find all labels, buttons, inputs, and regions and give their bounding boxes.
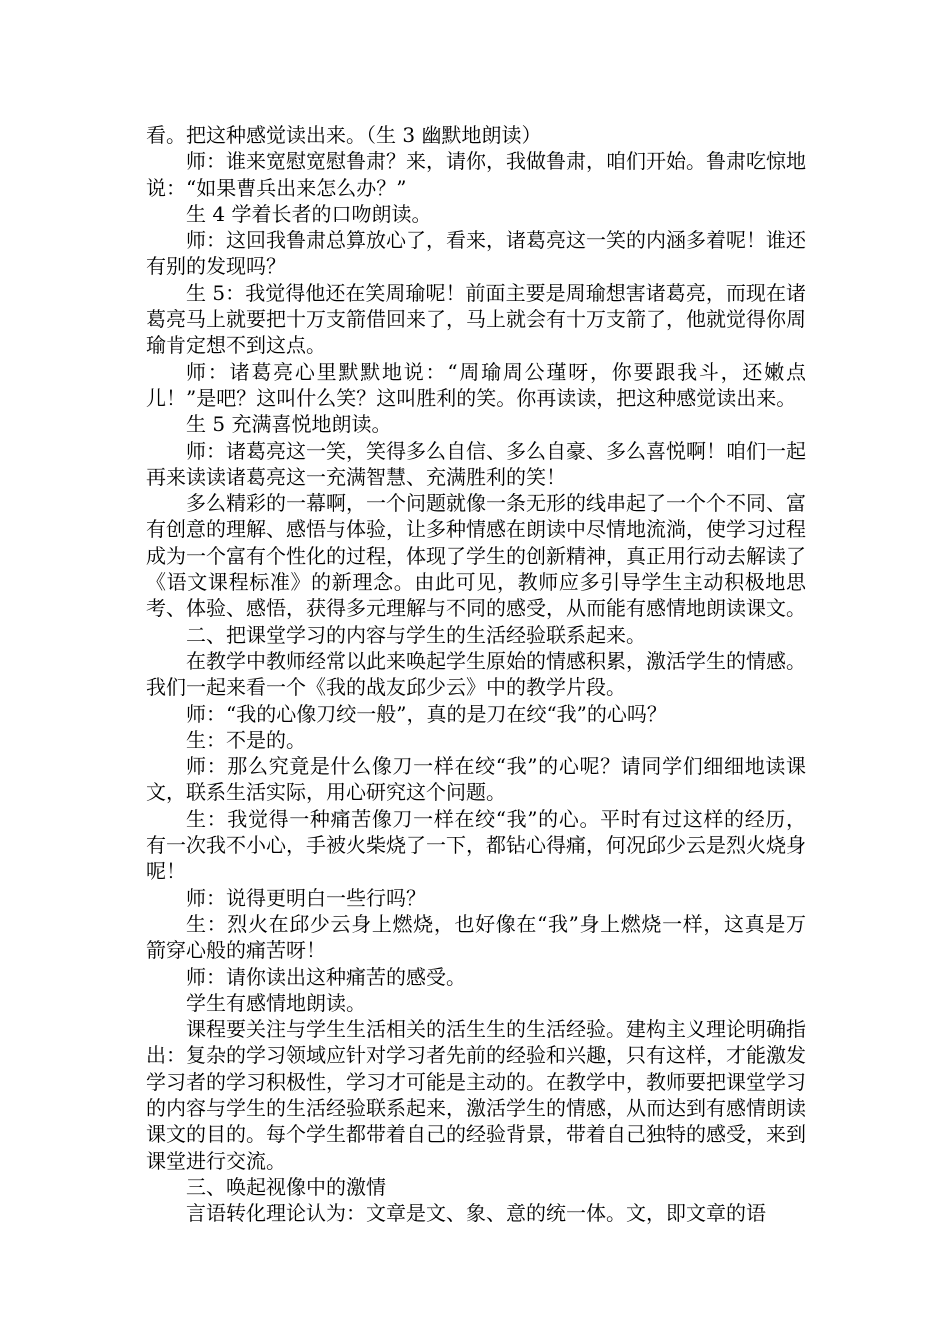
paragraph: 看。把这种感觉读出来。（生 3 幽默地朗读） — [146, 123, 542, 147]
paragraph: 言语转化理论认为：文章是文、象、意的统一体。文，即文章的语 — [186, 1201, 766, 1226]
paragraph: 生 5 充满喜悦地朗读。 — [186, 412, 392, 437]
paragraph: 师：谁来宽慰宽慰鲁肃？来，请你，我做鲁肃，咱们开始。鲁肃吃惊地说：“如果曹兵出来怎么办？” — [146, 149, 806, 200]
paragraph: 生：我觉得一种痛苦像刀一样在绞“我”的心。平时有过这样的经历，有一次我不小心，手被火柴烧了一下，都钻心得痛，何况邱少云是烈火烧身呢！ — [146, 806, 806, 884]
paragraph: 师：说得更明白一些行吗？ — [186, 885, 426, 910]
paragraph: 生 5：我觉得他还在笑周瑜呢！前面主要是周瑜想害诸葛亮，而现在诸葛亮马上就要把十万支箭借回来了，马上就会有十万支箭了，他就觉得你周瑜肯定想不到这点。 — [146, 280, 806, 358]
paragraph: 生：不是的。 — [186, 727, 306, 752]
paragraph: 生 4 学着长者的口吻朗读。 — [186, 201, 432, 226]
paragraph: 师：诸葛亮心里默默地说：“周瑜周公瑾呀，你要跟我斗，还嫩点儿！”是吧？这叫什么笑？这叫胜利的笑。你再读读，把这种感觉读出来。 — [146, 359, 806, 410]
paragraph: 课程要关注与学生生活相关的活生生的生活经验。建构主义理论明确指出：复杂的学习领域应针对学习者先前的经验和兴趣，只有这样，才能激发学习者的学习积极性，学习才可能是主动的。在教学中，教师要把课堂学习的内容与学生的生活经验联系起来，激活学生的情感，从而达到有感情朗读课文的目的。每个学生都带着自己的经验背景，带着自己独特的感受，来到课堂进行交流。 — [146, 1017, 806, 1173]
paragraph: 学生有感情地朗读。 — [186, 990, 366, 1015]
paragraph: 师：“我的心像刀绞一般”，真的是刀在绞“我”的心吗？ — [186, 701, 667, 726]
paragraph: 生：烈火在邱少云身上燃烧，也好像在“我”身上燃烧一样，这真是万箭穿心般的痛苦呀！ — [146, 911, 806, 963]
paragraph: 师：请你读出这种痛苦的感受。 — [186, 964, 466, 989]
paragraph: 在教学中教师经常以此来唤起学生原始的情感积累，激活学生的情感。我们一起来看一个《我的战友邱少云》中的教学片段。 — [146, 648, 806, 700]
paragraph: 师：这回我鲁肃总算放心了，看来，诸葛亮这一笑的内涵多着呢！谁还有别的发现吗？ — [146, 228, 806, 279]
section-heading: 三、唤起视像中的激情 — [186, 1174, 386, 1199]
paragraph: 师：那么究竟是什么像刀一样在绞“我”的心呢？请同学们细细地读课文，联系生活实际，用心研究这个问题。 — [146, 754, 806, 805]
section-heading: 二、把课堂学习的内容与学生的生活经验联系起来。 — [186, 622, 646, 647]
document-body — [146, 122, 806, 1226]
paragraph: 师：诸葛亮这一笑，笑得多么自信、多么自豪、多么喜悦啊！咱们一起再来读读诸葛亮这一充满智慧、充满胜利的笑！ — [146, 438, 806, 489]
paragraph: 多么精彩的一幕啊，一个问题就像一条无形的线串起了一个个不同、富有创意的理解、感悟与体验，让多种情感在朗读中尽情地流淌，使学习过程成为一个富有个性化的过程，体现了学生的创新精神，真正用行动去解读了《语文课程标准》的新理念。由此可见，教师应多引导学生主动积极地思考、体验、感悟，获得多元理解与不同的感受，从而能有感情地朗读课文。 — [146, 491, 806, 621]
